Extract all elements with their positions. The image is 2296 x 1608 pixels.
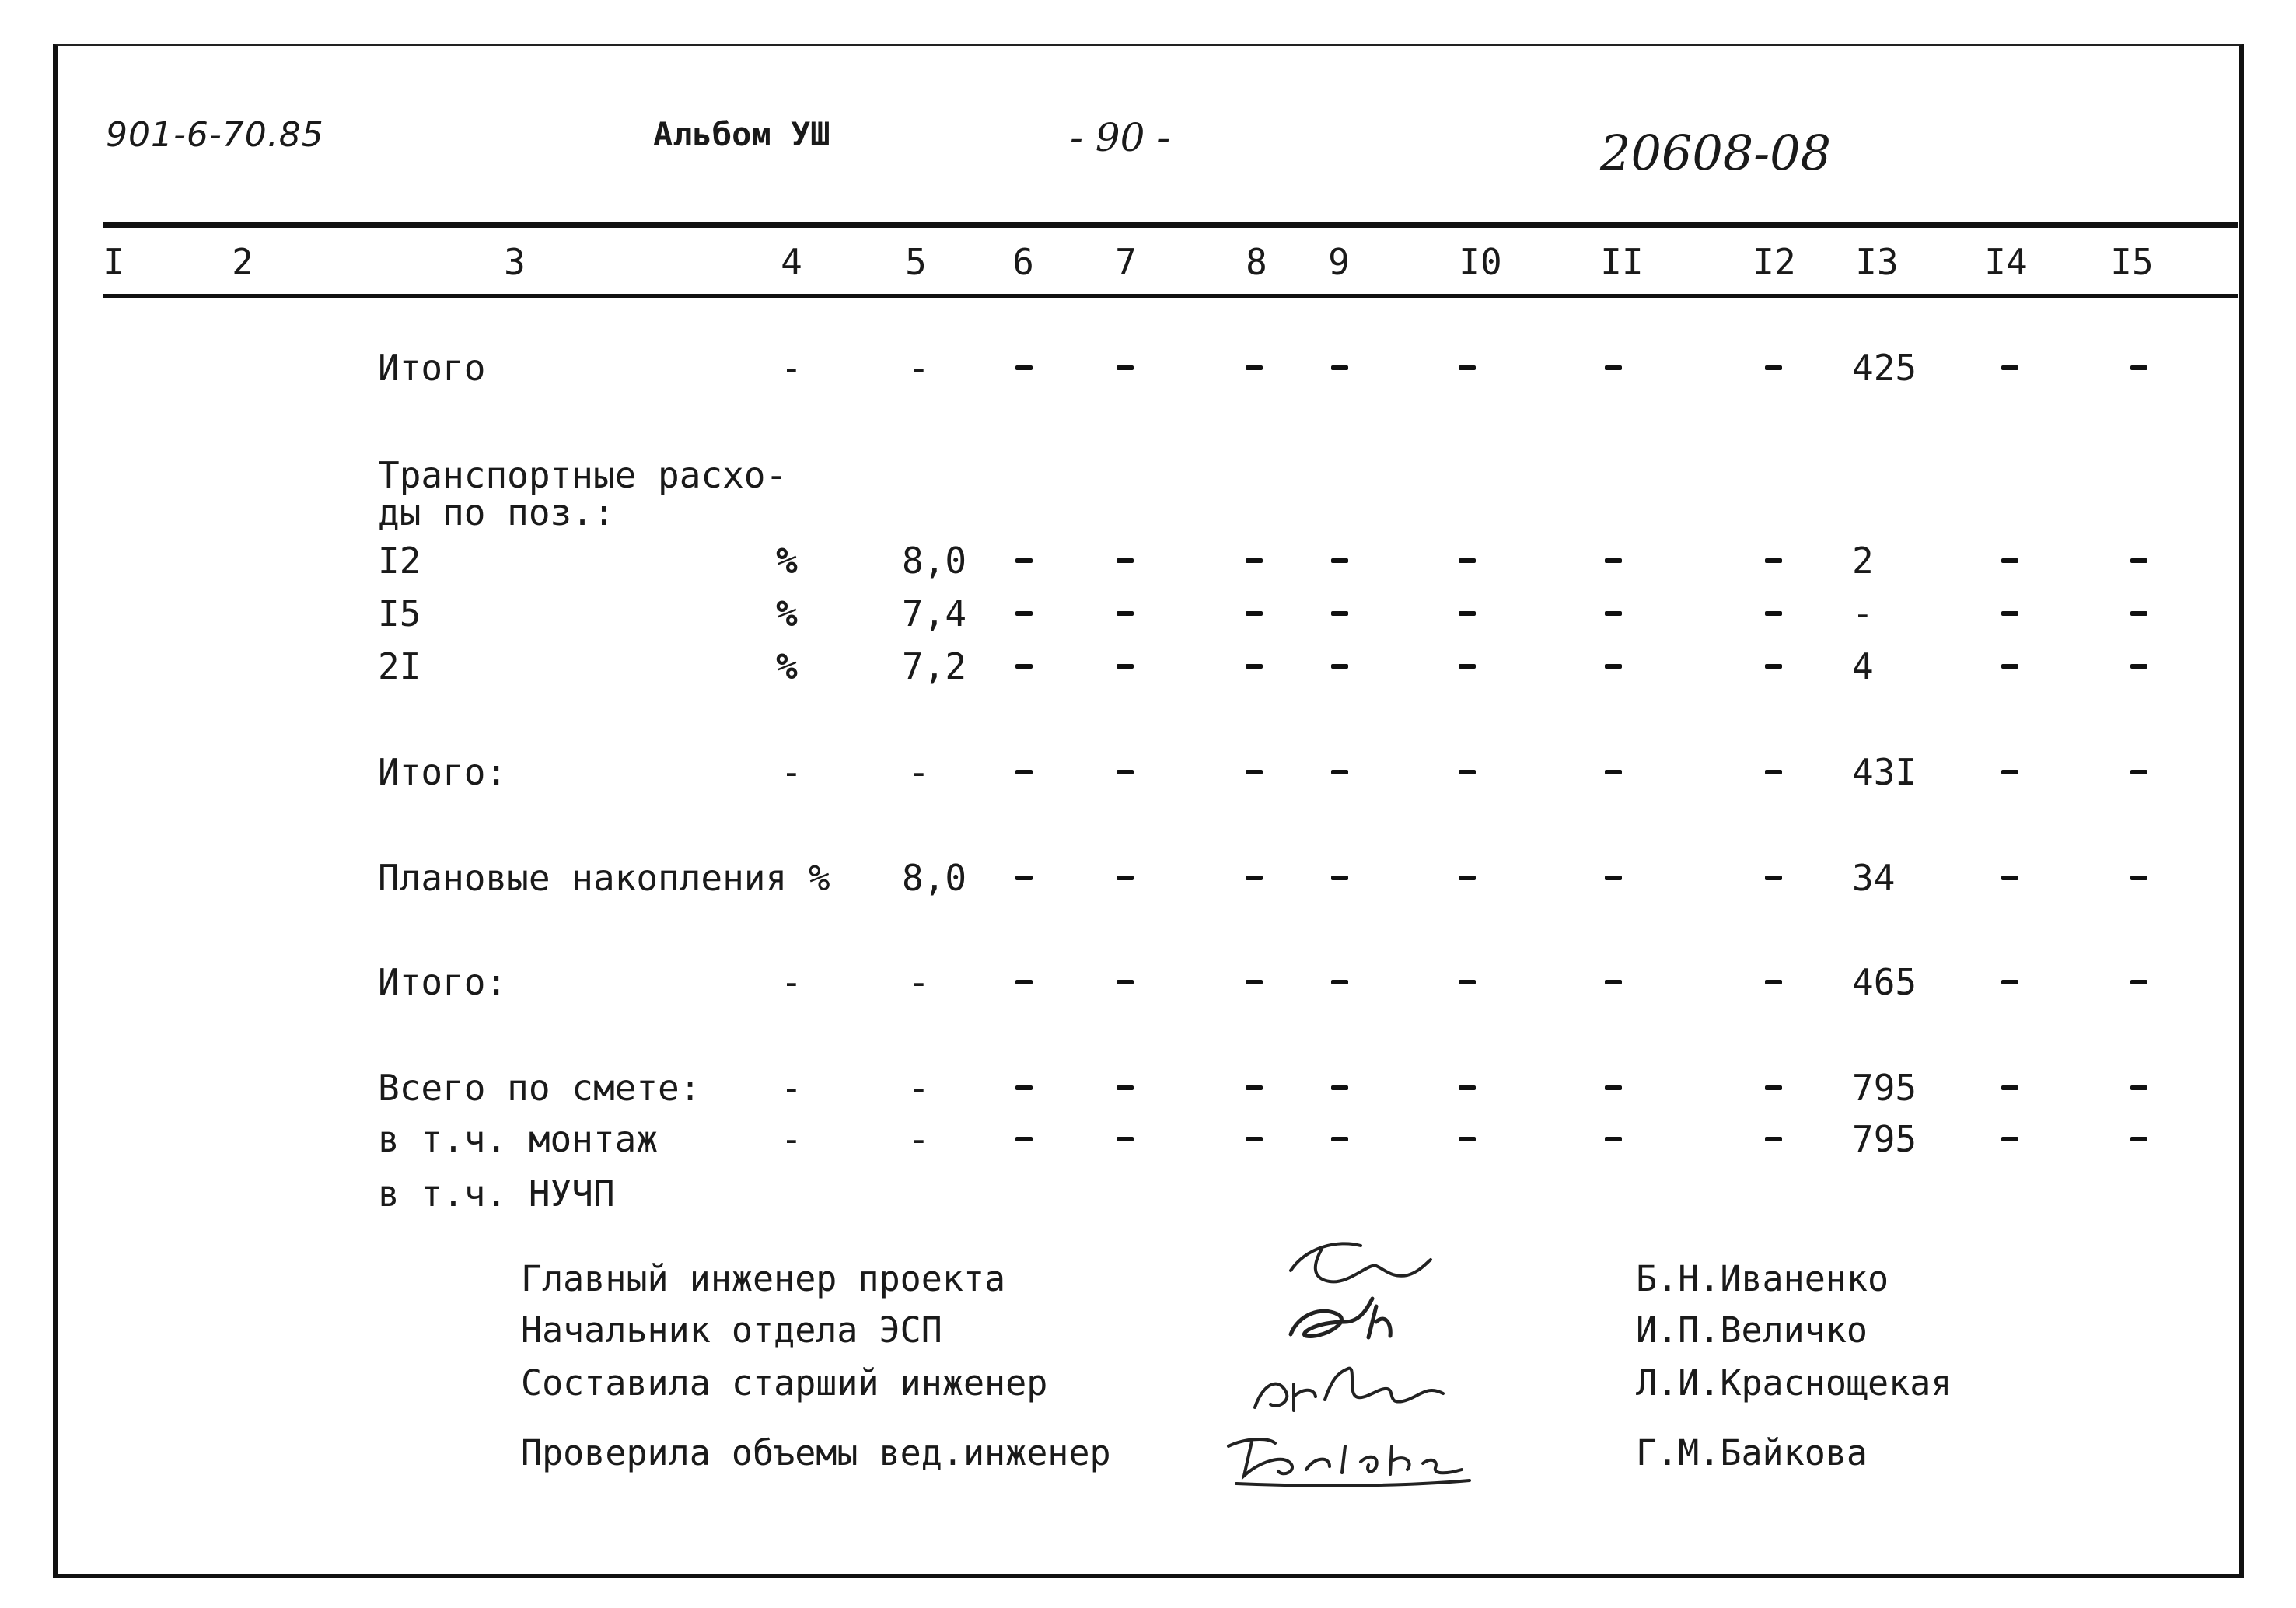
empty-cell-dash	[1246, 664, 1263, 669]
empty-cell-dash	[1015, 1137, 1033, 1141]
cell-total: 795	[1852, 1118, 1917, 1160]
cell-unit: -	[781, 347, 802, 389]
sheet-number: 20608-08	[1600, 124, 1832, 181]
empty-cell-dash	[1765, 876, 1782, 880]
row-label: в т.ч. монтаж	[378, 1118, 659, 1160]
empty-cell-dash	[1015, 558, 1033, 563]
row-label: Всего по смете:	[378, 1067, 701, 1109]
signature-role: Проверила объемы вед.инженер	[521, 1432, 1111, 1473]
empty-cell-dash	[1605, 664, 1622, 669]
empty-cell-dash	[1246, 876, 1263, 880]
row-label: Итого	[378, 347, 486, 389]
empty-cell-dash	[2001, 664, 2018, 669]
row-label: Транспортные расхо-	[378, 454, 788, 496]
row-label-continued: ды по поз.:	[378, 491, 615, 533]
row-label: I2	[378, 540, 421, 582]
cell-unit: -	[781, 1118, 802, 1160]
empty-cell-dash	[1246, 558, 1263, 563]
cell-rate: 7,4	[902, 593, 967, 634]
table-header-bottom-rule	[103, 294, 2238, 298]
column-number: 7	[1115, 241, 1137, 283]
cell-unit: %	[776, 593, 798, 634]
signature-name: И.П.Величко	[1636, 1309, 1868, 1351]
empty-cell-dash	[1117, 1137, 1134, 1141]
cell-total: 465	[1852, 961, 1917, 1003]
empty-cell-dash	[1331, 611, 1348, 616]
empty-cell-dash	[2001, 1085, 2018, 1090]
empty-cell-dash	[1605, 1137, 1622, 1141]
empty-cell-dash	[1459, 1085, 1476, 1090]
empty-cell-dash	[1246, 1085, 1263, 1090]
cell-unit: -	[781, 961, 802, 1003]
empty-cell-dash	[2001, 770, 2018, 774]
empty-cell-dash	[1765, 365, 1782, 370]
row-label: в т.ч. НУЧП	[378, 1173, 615, 1215]
empty-cell-dash	[1605, 770, 1622, 774]
column-number: I	[103, 241, 124, 283]
empty-cell-dash	[1765, 611, 1782, 616]
empty-cell-dash	[1117, 365, 1134, 370]
cell-unit: -	[781, 751, 802, 793]
empty-cell-dash	[1246, 980, 1263, 984]
empty-cell-dash	[1015, 611, 1033, 616]
empty-cell-dash	[1605, 876, 1622, 880]
empty-cell-dash	[1765, 664, 1782, 669]
empty-cell-dash	[1459, 980, 1476, 984]
row-label: Итого:	[378, 751, 508, 793]
handwritten-signature	[1275, 1291, 1431, 1353]
row-label: 2I	[378, 645, 421, 687]
cell-unit: %	[776, 645, 798, 687]
cell-rate: 7,2	[902, 645, 967, 687]
album-label: Альбом УШ	[653, 115, 830, 153]
empty-cell-dash	[2130, 980, 2147, 984]
cell-rate: 8,0	[902, 857, 967, 899]
empty-cell-dash	[1765, 1137, 1782, 1141]
cell-rate: -	[908, 1118, 930, 1160]
column-number: 8	[1246, 241, 1267, 283]
empty-cell-dash	[1459, 770, 1476, 774]
document-code: 901-6-70.85	[106, 115, 324, 155]
empty-cell-dash	[2001, 365, 2018, 370]
empty-cell-dash	[1765, 770, 1782, 774]
cell-total: 4	[1852, 645, 1874, 687]
cell-rate: 8,0	[902, 540, 967, 582]
empty-cell-dash	[1246, 770, 1263, 774]
signature-name: Л.И.Краснощекая	[1636, 1362, 1952, 1404]
empty-cell-dash	[1765, 558, 1782, 563]
column-number: I2	[1753, 241, 1796, 283]
empty-cell-dash	[2130, 876, 2147, 880]
row-label: I5	[378, 593, 421, 634]
empty-cell-dash	[1117, 770, 1134, 774]
empty-cell-dash	[1117, 980, 1134, 984]
cell-total: -	[1852, 593, 1874, 634]
column-number: II	[1600, 241, 1644, 283]
document-frame	[53, 44, 2244, 1578]
empty-cell-dash	[1459, 664, 1476, 669]
empty-cell-dash	[1605, 611, 1622, 616]
table-header-top-rule	[103, 222, 2238, 228]
empty-cell-dash	[2001, 980, 2018, 984]
signature-role: Начальник отдела ЭСП	[521, 1309, 942, 1351]
cell-total: 43I	[1852, 751, 1917, 793]
empty-cell-dash	[1331, 664, 1348, 669]
column-number: 4	[781, 241, 802, 283]
cell-total: 425	[1852, 347, 1917, 389]
empty-cell-dash	[1015, 980, 1033, 984]
row-label: Плановые накопления %	[378, 857, 830, 899]
empty-cell-dash	[1015, 365, 1033, 370]
page-number: - 90 -	[1070, 115, 1171, 160]
empty-cell-dash	[2001, 611, 2018, 616]
empty-cell-dash	[1605, 365, 1622, 370]
empty-cell-dash	[2130, 770, 2147, 774]
empty-cell-dash	[2130, 611, 2147, 616]
cell-rate: -	[908, 347, 930, 389]
column-number: 9	[1328, 241, 1350, 283]
empty-cell-dash	[2130, 1085, 2147, 1090]
empty-cell-dash	[1459, 876, 1476, 880]
signature-name: Б.Н.Иваненко	[1636, 1258, 1889, 1299]
empty-cell-dash	[1459, 611, 1476, 616]
column-number: 6	[1012, 241, 1034, 283]
empty-cell-dash	[1117, 611, 1134, 616]
signature-role: Составила старший инженер	[521, 1362, 1048, 1404]
empty-cell-dash	[1331, 558, 1348, 563]
signature-role: Главный инженер проекта	[521, 1258, 1006, 1299]
cell-unit: %	[776, 540, 798, 582]
empty-cell-dash	[1605, 1085, 1622, 1090]
handwritten-signature	[1275, 1232, 1446, 1294]
cell-rate: -	[908, 961, 930, 1003]
empty-cell-dash	[2001, 558, 2018, 563]
empty-cell-dash	[1246, 365, 1263, 370]
empty-cell-dash	[1605, 558, 1622, 563]
empty-cell-dash	[1765, 1085, 1782, 1090]
empty-cell-dash	[1331, 980, 1348, 984]
empty-cell-dash	[1459, 365, 1476, 370]
empty-cell-dash	[2130, 1137, 2147, 1141]
cell-rate: -	[908, 751, 930, 793]
row-label: Итого:	[378, 961, 508, 1003]
empty-cell-dash	[1331, 770, 1348, 774]
empty-cell-dash	[1246, 1137, 1263, 1141]
empty-cell-dash	[1015, 876, 1033, 880]
cell-unit: -	[781, 1067, 802, 1109]
column-number: I4	[1984, 241, 2028, 283]
empty-cell-dash	[1459, 558, 1476, 563]
empty-cell-dash	[2130, 558, 2147, 563]
empty-cell-dash	[1605, 980, 1622, 984]
empty-cell-dash	[1331, 1085, 1348, 1090]
handwritten-signature	[1213, 1415, 1493, 1493]
empty-cell-dash	[1015, 1085, 1033, 1090]
column-number: 2	[232, 241, 253, 283]
empty-cell-dash	[1459, 1137, 1476, 1141]
cell-total: 34	[1852, 857, 1896, 899]
empty-cell-dash	[1015, 664, 1033, 669]
empty-cell-dash	[1331, 876, 1348, 880]
handwritten-signature	[1239, 1353, 1473, 1423]
empty-cell-dash	[1117, 664, 1134, 669]
empty-cell-dash	[1765, 980, 1782, 984]
cell-total: 795	[1852, 1067, 1917, 1109]
empty-cell-dash	[2130, 365, 2147, 370]
empty-cell-dash	[2130, 664, 2147, 669]
empty-cell-dash	[1015, 770, 1033, 774]
column-number: 5	[905, 241, 927, 283]
empty-cell-dash	[1331, 1137, 1348, 1141]
column-number: 3	[504, 241, 526, 283]
empty-cell-dash	[1117, 558, 1134, 563]
column-number: I3	[1855, 241, 1899, 283]
empty-cell-dash	[1117, 876, 1134, 880]
empty-cell-dash	[1246, 611, 1263, 616]
empty-cell-dash	[2001, 876, 2018, 880]
empty-cell-dash	[1331, 365, 1348, 370]
cell-total: 2	[1852, 540, 1874, 582]
signature-name: Г.М.Байкова	[1636, 1432, 1868, 1473]
column-number: I5	[2110, 241, 2154, 283]
empty-cell-dash	[2001, 1137, 2018, 1141]
column-number: I0	[1459, 241, 1502, 283]
empty-cell-dash	[1117, 1085, 1134, 1090]
cell-rate: -	[908, 1067, 930, 1109]
